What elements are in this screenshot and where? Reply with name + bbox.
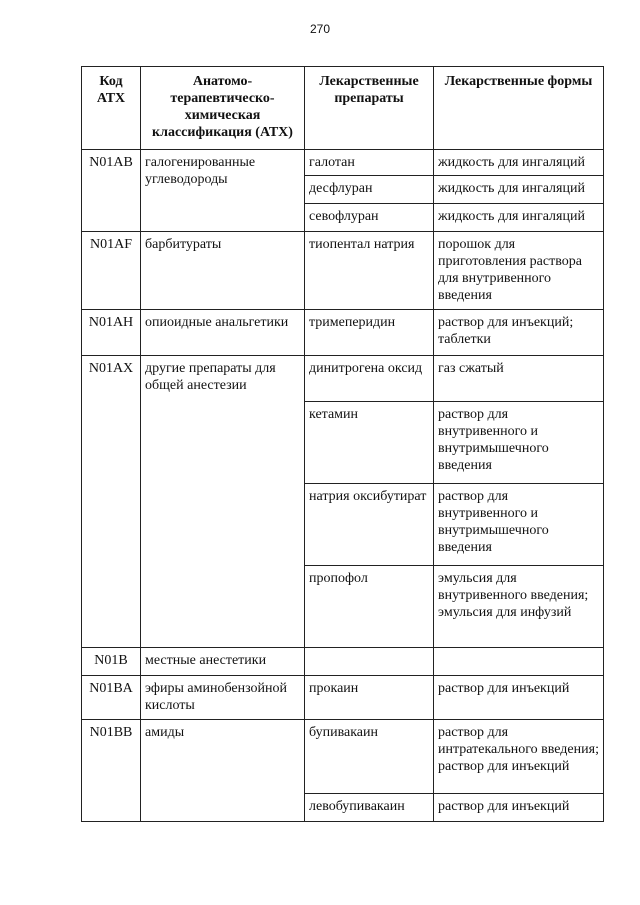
drug-name-cell: пропофол bbox=[305, 566, 434, 648]
table-row bbox=[82, 232, 604, 310]
drug-name-cell: десфлуран bbox=[305, 176, 434, 204]
atc-classification-cell: барбитураты bbox=[141, 232, 305, 310]
drug-classification-table bbox=[81, 66, 604, 822]
dosage-form-cell: жидкость для ингаляций bbox=[434, 204, 604, 232]
header-drug-products: Лекарственные препараты bbox=[305, 67, 434, 150]
table-row bbox=[82, 720, 604, 794]
drug-name-cell: галотан bbox=[305, 150, 434, 176]
atc-classification-cell: опиоидные анальгетики bbox=[141, 310, 305, 356]
dosage-form-cell: раствор для интратекального введения; раствор для инъекций bbox=[434, 720, 604, 794]
drug-name-cell: кетамин bbox=[305, 402, 434, 484]
dosage-form-cell: раствор для инъекций bbox=[434, 794, 604, 822]
dosage-form-cell: раствор для инъекций; таблетки bbox=[434, 310, 604, 356]
atc-code-cell: N01B bbox=[82, 648, 141, 676]
dosage-form-cell: эмульсия для внутривенного введения; эмульсия для инфузий bbox=[434, 566, 604, 648]
drug-name-cell: натрия оксибутират bbox=[305, 484, 434, 566]
header-atc-code: Код АТХ bbox=[82, 67, 141, 150]
table-row bbox=[82, 648, 604, 676]
dosage-form-cell: раствор для инъекций bbox=[434, 676, 604, 720]
drug-name-cell: прокаин bbox=[305, 676, 434, 720]
drug-name-cell bbox=[305, 648, 434, 676]
atc-code-cell: N01AH bbox=[82, 310, 141, 356]
atc-code-cell: N01BA bbox=[82, 676, 141, 720]
atc-code-cell: N01AF bbox=[82, 232, 141, 310]
dosage-form-cell: раствор для внутривенного и внутримышечного введения bbox=[434, 402, 604, 484]
header-dosage-forms: Лекарственные формы bbox=[434, 67, 604, 150]
drug-name-cell: тримеперидин bbox=[305, 310, 434, 356]
dosage-form-cell: порошок для приготовления раствора для внутривенного введения bbox=[434, 232, 604, 310]
dosage-form-cell bbox=[434, 648, 604, 676]
atc-classification-cell: эфиры аминобензойной кислоты bbox=[141, 676, 305, 720]
page-number: 270 bbox=[309, 22, 331, 36]
table-header-row bbox=[82, 67, 604, 150]
atc-classification-cell: другие препараты для общей анестезии bbox=[141, 356, 305, 648]
table-row bbox=[82, 310, 604, 356]
dosage-form-cell: раствор для внутривенного и внутримышечного введения bbox=[434, 484, 604, 566]
drug-name-cell: левобупивакаин bbox=[305, 794, 434, 822]
table-row bbox=[82, 676, 604, 720]
atc-code-cell: N01AX bbox=[82, 356, 141, 648]
drug-name-cell: тиопентал натрия bbox=[305, 232, 434, 310]
drug-name-cell: севофлуран bbox=[305, 204, 434, 232]
dosage-form-cell: жидкость для ингаляций bbox=[434, 176, 604, 204]
atc-code-cell: N01AB bbox=[82, 150, 141, 232]
dosage-form-cell: газ сжатый bbox=[434, 356, 604, 402]
header-atc-classification: Анатомо-терапевтическо-химическая классификация (АТХ) bbox=[141, 67, 305, 150]
table-body bbox=[82, 150, 604, 822]
drug-name-cell: динитрогена оксид bbox=[305, 356, 434, 402]
dosage-form-cell: жидкость для ингаляций bbox=[434, 150, 604, 176]
atc-classification-cell: галогенированные углеводороды bbox=[141, 150, 305, 232]
drug-name-cell: бупивакаин bbox=[305, 720, 434, 794]
atc-classification-cell: амиды bbox=[141, 720, 305, 822]
table-row bbox=[82, 356, 604, 402]
table-row bbox=[82, 150, 604, 176]
atc-code-cell: N01BB bbox=[82, 720, 141, 822]
atc-classification-cell: местные анестетики bbox=[141, 648, 305, 676]
